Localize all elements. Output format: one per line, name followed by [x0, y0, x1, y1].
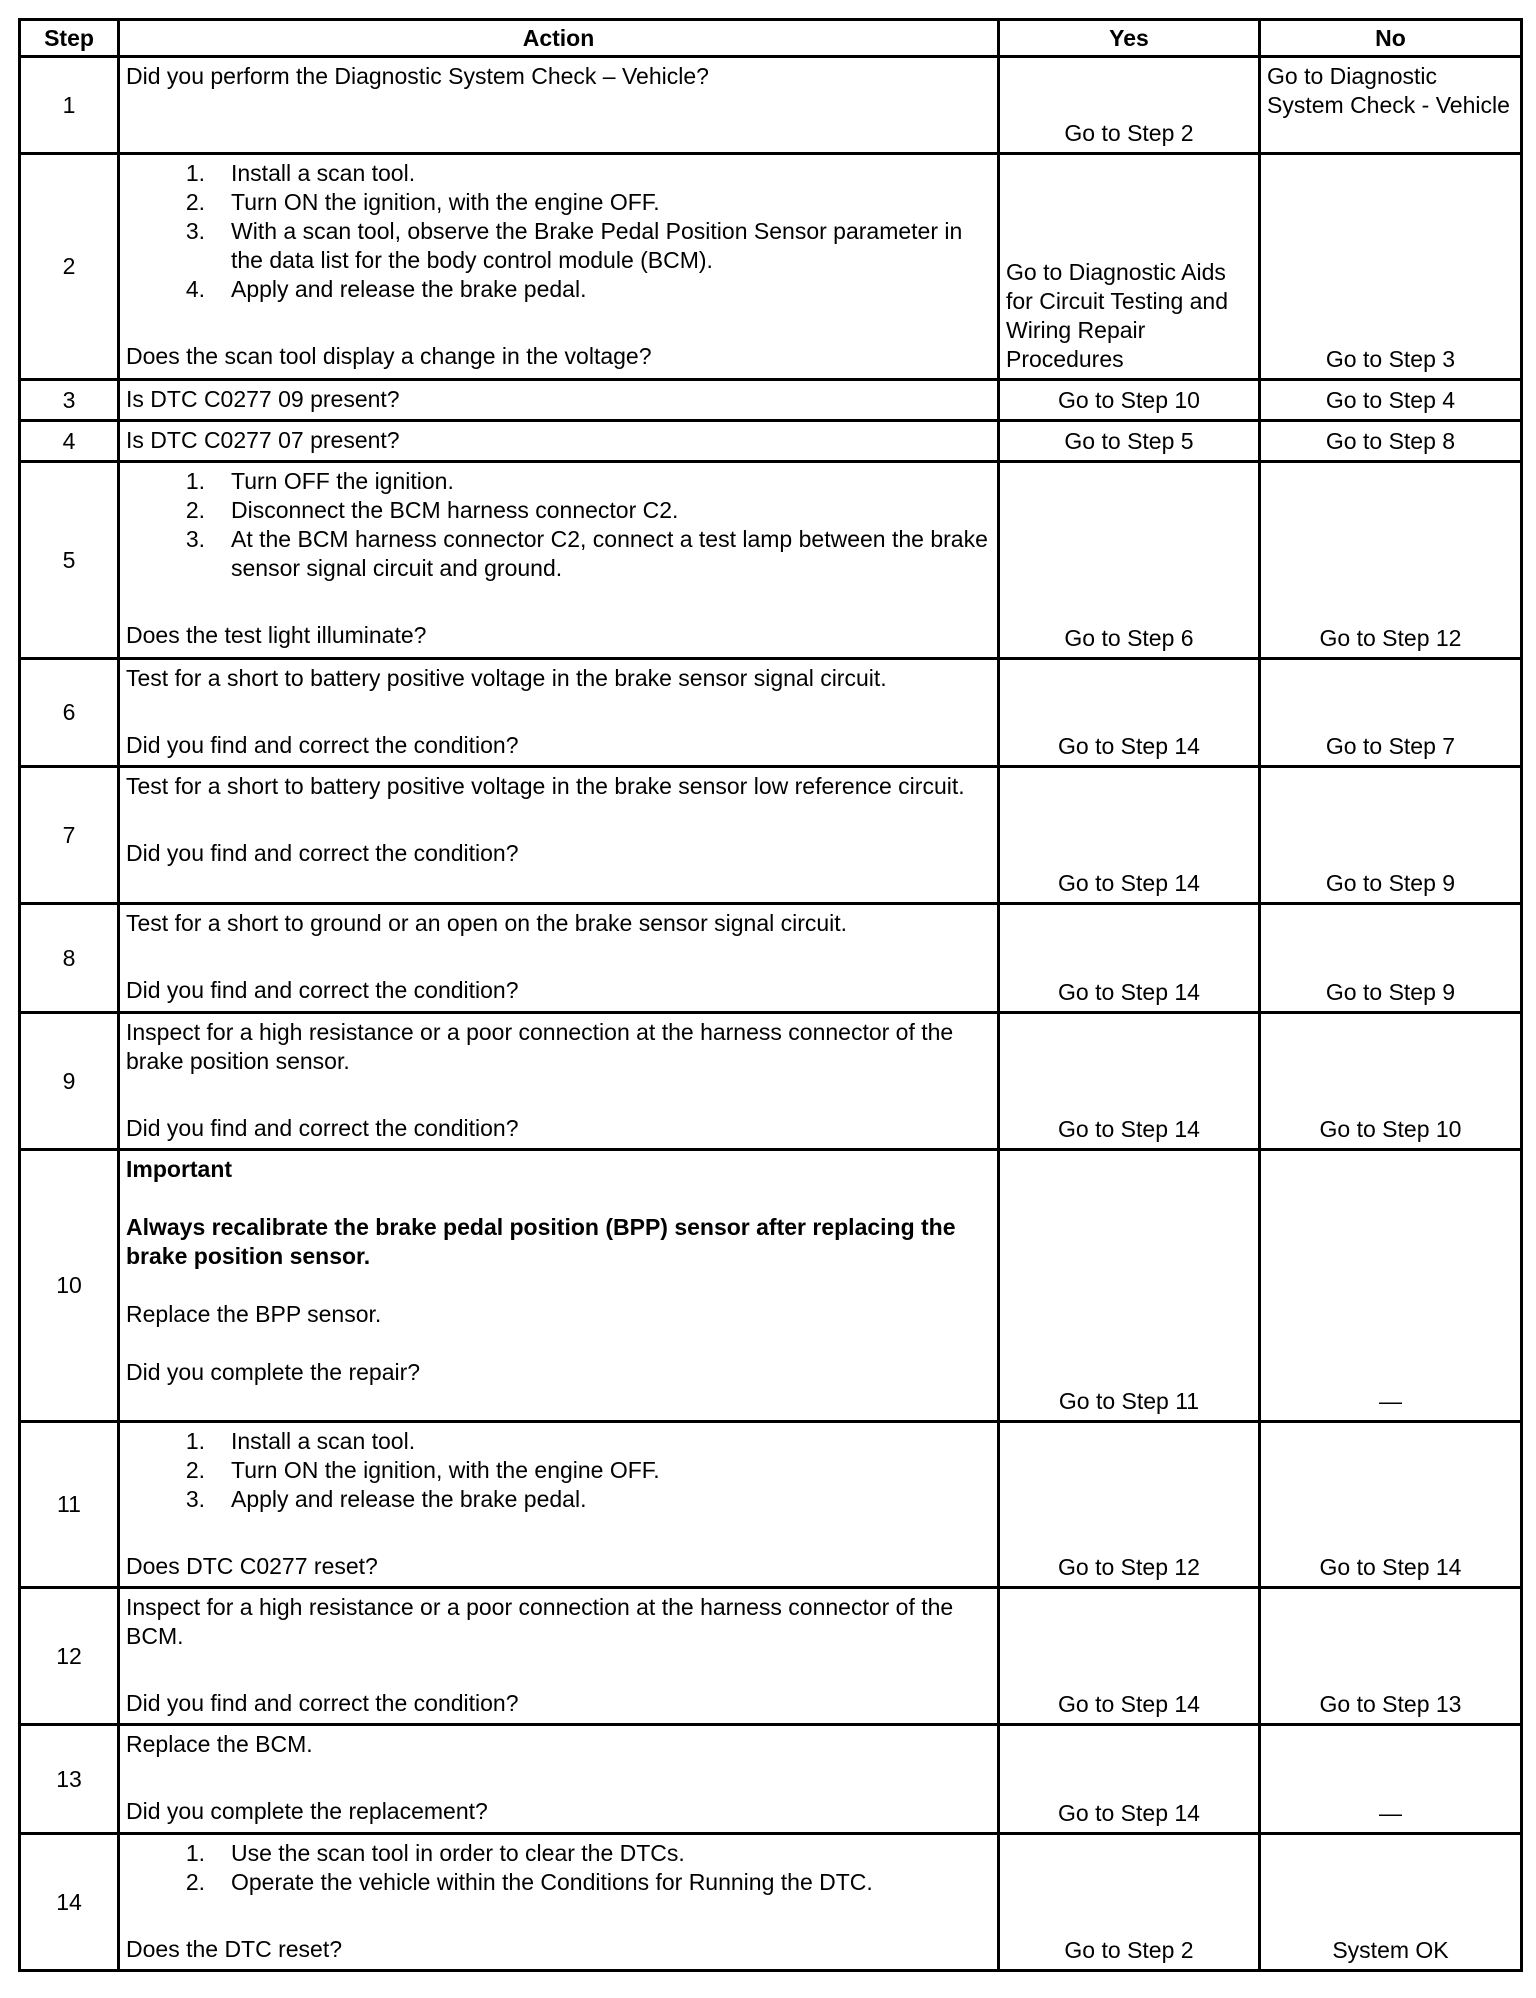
yes-cell: Go to Step 5 — [999, 421, 1260, 462]
list-item: 4. Apply and release the brake pedal. — [185, 276, 587, 302]
table-row — [20, 1834, 1522, 1971]
header-action: Action — [119, 20, 999, 57]
yes-cell: Go to Step 11 — [999, 1150, 1260, 1422]
list-item: 2. Disconnect the BCM harness connector C2. — [185, 497, 679, 523]
no-cell: Go to Step 13 — [1260, 1588, 1522, 1725]
step-number: 7 — [20, 767, 119, 904]
action-cell — [119, 1588, 999, 1725]
table-row — [20, 767, 1522, 904]
table-row — [20, 1725, 1522, 1834]
step-number: 14 — [20, 1834, 119, 1971]
list-item: 2. Operate the vehicle within the Conditions for Running the DTC. — [185, 1869, 873, 1895]
header-yes: Yes — [999, 20, 1260, 57]
header-no: No — [1260, 20, 1522, 57]
list-item: 3. With a scan tool, observe the Brake Pedal Position Sensor parameter in the data list for the body control module (BCM). — [185, 218, 963, 273]
question-text: Did you find and correct the condition? — [126, 1690, 519, 1716]
yes-cell: Go to Diagnostic Aids for Circuit Testing and Wiring Repair Procedures — [999, 154, 1260, 380]
table-row — [20, 904, 1522, 1013]
question-text: Does DTC C0277 reset? — [126, 1553, 378, 1579]
table-row — [20, 421, 1522, 462]
step-number: 2 — [20, 154, 119, 380]
table-row — [20, 154, 1522, 380]
question-text: Is DTC C0277 09 present? — [126, 386, 400, 412]
list-item: 1. Install a scan tool. — [185, 1428, 416, 1454]
step-number: 10 — [20, 1150, 119, 1422]
table-row — [20, 462, 1522, 659]
question-text: Did you find and correct the condition? — [126, 840, 519, 866]
action-text: Inspect for a high resistance or a poor connection at the harness connector of the brake position sensor. — [126, 1019, 954, 1074]
yes-cell: Go to Step 14 — [999, 1725, 1260, 1834]
action-cell — [119, 380, 999, 421]
action-text: Inspect for a high resistance or a poor connection at the harness connector of the BCM. — [126, 1594, 954, 1649]
action-cell — [119, 1422, 999, 1588]
action-text: Test for a short to battery positive voltage in the brake sensor signal circuit. — [126, 665, 887, 691]
action-cell — [119, 57, 999, 154]
instruction-list — [126, 1427, 991, 1514]
table-row — [20, 380, 1522, 421]
no-cell: — — [1260, 1150, 1522, 1422]
action-text: Replace the BPP sensor. — [126, 1301, 382, 1327]
no-cell: Go to Step 14 — [1260, 1422, 1522, 1588]
important-label: Important — [126, 1156, 233, 1182]
action-cell — [119, 154, 999, 380]
no-cell: Go to Step 10 — [1260, 1013, 1522, 1150]
list-item: 3. At the BCM harness connector C2, connect a test lamp between the brake sensor signal circuit and ground. — [185, 526, 988, 581]
table-row — [20, 1422, 1522, 1588]
question-text: Did you find and correct the condition? — [126, 977, 519, 1003]
yes-cell: Go to Step 12 — [999, 1422, 1260, 1588]
action-cell — [119, 904, 999, 1013]
yes-cell: Go to Step 14 — [999, 659, 1260, 767]
question-text: Does the test light illuminate? — [126, 622, 427, 648]
action-text: Replace the BCM. — [126, 1731, 313, 1757]
action-text: Test for a short to ground or an open on the brake sensor signal circuit. — [126, 910, 848, 936]
table-row — [20, 57, 1522, 154]
question-text: Did you perform the Diagnostic System Check – Vehicle? — [126, 63, 709, 89]
step-number: 9 — [20, 1013, 119, 1150]
yes-cell: Go to Step 6 — [999, 462, 1260, 659]
question-text: Did you find and correct the condition? — [126, 732, 519, 758]
no-cell: Go to Step 12 — [1260, 462, 1522, 659]
list-item: 1. Use the scan tool in order to clear the DTCs. — [185, 1840, 685, 1866]
yes-cell: Go to Step 10 — [999, 380, 1260, 421]
table-row — [20, 659, 1522, 767]
header-row — [20, 20, 1522, 57]
step-number: 6 — [20, 659, 119, 767]
no-cell: Go to Diagnostic System Check - Vehicle — [1260, 57, 1522, 154]
action-cell — [119, 1013, 999, 1150]
diagnostic-table — [18, 18, 1523, 1972]
no-cell: Go to Step 3 — [1260, 154, 1522, 380]
no-cell: Go to Step 8 — [1260, 421, 1522, 462]
action-cell — [119, 767, 999, 904]
step-number: 11 — [20, 1422, 119, 1588]
action-cell — [119, 462, 999, 659]
instruction-list — [126, 467, 991, 583]
action-cell — [119, 1725, 999, 1834]
yes-cell: Go to Step 2 — [999, 57, 1260, 154]
step-number: 5 — [20, 462, 119, 659]
yes-cell: Go to Step 14 — [999, 904, 1260, 1013]
step-number: 3 — [20, 380, 119, 421]
step-number: 13 — [20, 1725, 119, 1834]
no-cell: — — [1260, 1725, 1522, 1834]
question-text: Does the DTC reset? — [126, 1936, 343, 1962]
question-text: Does the scan tool display a change in the voltage? — [126, 343, 652, 369]
no-cell: System OK — [1260, 1834, 1522, 1971]
table-row — [20, 1588, 1522, 1725]
step-number: 12 — [20, 1588, 119, 1725]
yes-cell: Go to Step 2 — [999, 1834, 1260, 1971]
instruction-list — [126, 159, 991, 304]
yes-cell: Go to Step 14 — [999, 767, 1260, 904]
table-row — [20, 1013, 1522, 1150]
question-text: Did you find and correct the condition? — [126, 1115, 519, 1141]
yes-cell: Go to Step 14 — [999, 1013, 1260, 1150]
list-item: 2. Turn ON the ignition, with the engine OFF. — [185, 189, 660, 215]
step-number: 8 — [20, 904, 119, 1013]
question-text: Did you complete the repair? — [126, 1359, 421, 1385]
question-text: Did you complete the replacement? — [126, 1798, 488, 1824]
yes-cell: Go to Step 14 — [999, 1588, 1260, 1725]
question-text: Is DTC C0277 07 present? — [126, 427, 400, 453]
table-row — [20, 1150, 1522, 1422]
list-item: 1. Turn OFF the ignition. — [185, 468, 454, 494]
action-cell — [119, 1834, 999, 1971]
action-cell — [119, 421, 999, 462]
header-step: Step — [20, 20, 119, 57]
no-cell: Go to Step 9 — [1260, 767, 1522, 904]
list-item: 2. Turn ON the ignition, with the engine OFF. — [185, 1457, 660, 1483]
no-cell: Go to Step 7 — [1260, 659, 1522, 767]
important-note: Always recalibrate the brake pedal position (BPP) sensor after replacing the brake position sensor. — [126, 1214, 956, 1269]
list-item: 1. Install a scan tool. — [185, 160, 416, 186]
list-item: 3. Apply and release the brake pedal. — [185, 1486, 587, 1512]
step-number: 1 — [20, 57, 119, 154]
instruction-list — [126, 1839, 991, 1897]
step-number: 4 — [20, 421, 119, 462]
no-cell: Go to Step 4 — [1260, 380, 1522, 421]
action-cell — [119, 659, 999, 767]
no-cell: Go to Step 9 — [1260, 904, 1522, 1013]
action-cell — [119, 1150, 999, 1422]
action-text: Test for a short to battery positive voltage in the brake sensor low reference circuit. — [126, 773, 965, 799]
